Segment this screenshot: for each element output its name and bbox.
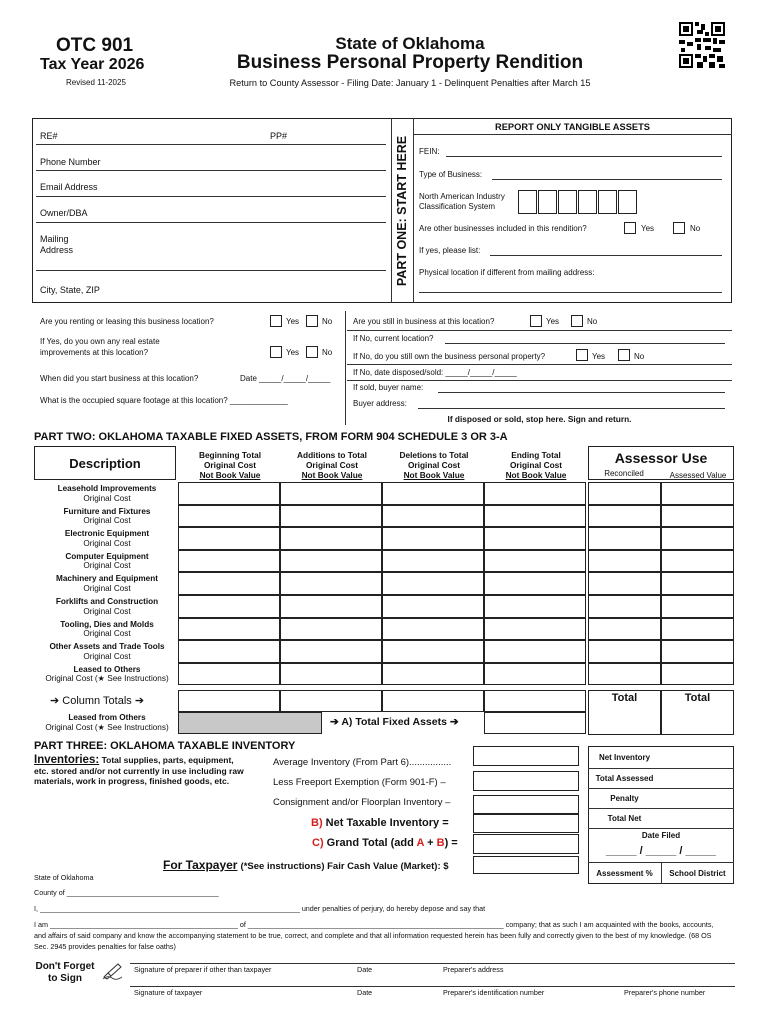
own-yes-label: Yes [286,348,300,357]
col-additions-header [284,450,380,480]
preparer-phone-label: Preparer's phone number [624,988,706,997]
renting-yes-label: Yes [286,317,300,326]
asset-value-cell[interactable] [661,618,734,641]
part-one-label: PART ONE: START HERE [395,135,409,286]
leased-from-label [36,713,178,732]
col-additions-l2: Original Cost [305,460,359,470]
state-heading: State of Oklahoma [335,34,485,53]
col-deletions-l1: Deletions to Total [399,450,469,460]
fair-cash-label: (*See instructions) Fair Cash Value (Market): $ [240,861,449,872]
buyer-name-input[interactable] [438,392,725,393]
asset-row-subtitle: Original Cost (★ See Instructions) [45,674,169,684]
asset-row-subtitle: Original Cost [83,538,131,548]
buyer-address-label: Buyer address: [353,399,407,408]
description-label: Description [69,456,141,471]
asset-row-label [36,620,178,639]
asset-value-cell[interactable] [484,527,586,550]
asset-value-cell[interactable] [178,663,280,686]
total-additions-cell[interactable] [280,690,382,712]
address-label: Address [40,245,74,255]
own-yes-checkbox[interactable] [270,346,282,358]
freeport-label: Less Freeport Exemption (Form 901-F) – [273,777,446,788]
asset-value-cell[interactable] [588,527,661,550]
net-inventory-label: Net Inventory [598,753,651,762]
leased-from-sub: Original Cost (★ See Instructions) [45,722,169,732]
still-own-yes-checkbox[interactable] [576,349,588,361]
asset-value-cell[interactable] [484,640,586,663]
asset-value-cell[interactable] [178,505,280,528]
asset-row-title: Tooling, Dies and Molds [60,619,154,629]
inventories-desc-1: Total supplies, parts, equipment, [101,755,234,765]
still-no-checkbox[interactable] [571,315,583,327]
asset-value-cell[interactable] [661,505,734,528]
affidavit-i-am-line[interactable]: I am _______________________________________________ of ________________________________________________________________ company; that as such I am acquainted with the books, accounts, [34,920,714,929]
revised-date: Revised 11-2025 [66,78,126,87]
buyer-name-label: If sold, buyer name: [353,383,424,392]
own-no-checkbox[interactable] [306,346,318,358]
own-question-1: If Yes, do you own any real estate [40,337,160,346]
current-location-input[interactable] [445,343,725,344]
reconciled-label: Reconciled [604,469,644,478]
asset-value-cell[interactable] [178,550,280,573]
asset-row-label [36,484,178,503]
preparer-id-label: Preparer's identification number [443,988,545,997]
affidavit-affairs: and affairs of said company and know the accompanying statement to be true, correct, and complete and that all information requested herein has been fully and correctly given to the best of my knowledge. (68 OS [34,931,712,940]
own-question-2: improvements at this location? [40,347,149,357]
start-question: When did you start business at this location? [40,374,199,383]
col-deletions-l3: Not Book Value [403,470,465,480]
asset-row-subtitle: Original Cost [83,493,131,503]
asset-value-cell[interactable] [382,640,484,663]
asset-value-cell[interactable] [382,663,484,686]
total-assessed-label: Total [684,692,711,704]
asset-row-subtitle: Original Cost [83,561,131,571]
col-ending-header [488,450,584,480]
asset-value-cell[interactable] [588,663,661,686]
still-own-question: If No, do you still own the business personal property? [353,352,546,361]
asset-row-label [36,665,178,684]
date-disposed-input[interactable]: If No, date disposed/sold: _____/_____/_____ [353,368,517,377]
asset-value-cell[interactable] [280,663,382,686]
grand-a-label: A [416,837,425,849]
description-header [34,446,176,480]
asset-row-label [36,529,178,548]
asset-value-cell[interactable] [484,663,586,686]
col-beginning-l1: Beginning Total [198,450,262,460]
re-label: RE# [40,131,58,141]
other-biz-no-label: No [690,224,701,233]
inventories-desc-3: materials, work in progress, finished goods, etc. [34,776,230,786]
asset-value-cell[interactable] [484,572,586,595]
renting-question: Are you renting or leasing this business location? [40,317,214,326]
asset-row-label [36,642,178,661]
asset-row-title: Forklifts and Construction [55,597,159,606]
asset-row-subtitle: Original Cost [83,516,131,526]
asset-value-cell[interactable] [280,505,382,528]
dont-forget-label: Don't Forget [35,961,95,972]
grand-eq: ) = [444,837,458,849]
physical-input[interactable] [419,292,722,293]
asset-row-title: Computer Equipment [65,551,149,561]
to-sign-label: to Sign [48,973,82,984]
part-two-title: PART TWO: OKLAHOMA TAXABLE FIXED ASSETS, FROM FORM 904 SCHEDULE 3 OR 3-A [34,431,508,443]
preparer-signature-label: Signature of preparer if other than taxpayer [134,965,272,974]
still-own-yes-label: Yes [592,352,606,361]
asset-value-cell[interactable] [661,550,734,573]
asset-value-cell[interactable] [661,572,734,595]
asset-value-cell[interactable] [588,595,661,618]
grand-total-label: Grand Total (add [326,837,414,849]
asset-row-title: Leased to Others [73,664,141,674]
col-beginning-l3: Not Book Value [199,470,261,480]
total-assessed-cell[interactable] [661,690,734,735]
buyer-address-input[interactable] [418,408,725,409]
other-biz-yes-label: Yes [641,224,655,233]
school-district-label: School District [669,869,726,878]
type-input[interactable] [492,179,722,180]
asset-value-cell[interactable] [382,595,484,618]
start-date-input[interactable]: Date _____/_____/_____ [240,374,331,383]
col-ending-l1: Ending Total [511,450,561,460]
assessor-use-header [588,446,734,480]
average-inventory-input[interactable] [473,746,579,766]
asset-value-cell[interactable] [588,572,661,595]
still-question: Are you still in business at this location? [353,317,495,326]
asset-value-cell[interactable] [280,482,382,505]
total-fixed-assets-cell[interactable] [484,712,586,734]
asset-row-subtitle: Original Cost [83,583,131,593]
asset-value-cell[interactable] [382,527,484,550]
preparer-date-label: Date [357,965,373,974]
renting-no-label: No [322,317,333,326]
fein-input[interactable] [446,156,722,157]
asset-value-cell[interactable] [588,640,661,663]
sqft-question[interactable]: What is the occupied square footage at this location? _____________ [40,396,288,405]
type-label: Type of Business: [419,170,483,179]
total-beginning-cell[interactable] [178,690,280,712]
col-ending-l2: Original Cost [509,460,563,470]
pen-signing-icon [102,962,124,980]
taxpayer-date-label: Date [357,988,373,997]
consignment-input[interactable] [473,795,579,815]
affidavit-sec: Sec. 2945 provides penalties for false oaths) [34,942,176,951]
asset-value-cell[interactable] [280,527,382,550]
col-beginning-l2: Original Cost [203,460,257,470]
net-taxable-label: Net Taxable Inventory = [325,817,449,829]
affidavit-name-line[interactable]: I, _________________________________________________________________ under penalties of perjury, do hereby depose and say that [34,904,486,913]
asset-value-cell[interactable] [661,595,734,618]
still-yes-label: Yes [546,317,560,326]
taxpayer-label: For Taxpayer [163,858,238,872]
assessed-value-label: Assessed Value [669,471,727,480]
form-title: Business Personal Property Rendition [236,52,584,73]
phone-label: Phone Number [40,157,101,167]
asset-row-subtitle: Original Cost [83,651,131,661]
leased-from-title: Leased from Others [68,713,146,722]
qr-code-icon [679,22,725,68]
col-deletions-l2: Original Cost [407,460,461,470]
still-own-no-checkbox[interactable] [618,349,630,361]
other-biz-yes-checkbox[interactable] [624,222,636,234]
total-assessed-label: Total Assessed [595,774,654,783]
other-biz-no-checkbox[interactable] [673,222,685,234]
asset-value-cell[interactable] [178,572,280,595]
if-yes-input[interactable] [490,255,722,256]
asset-value-cell[interactable] [484,482,586,505]
asset-value-cell[interactable] [178,482,280,505]
asset-value-cell[interactable] [661,527,734,550]
col-deletions-header [386,450,482,480]
asset-row-label [36,552,178,571]
asset-row-label [36,507,178,526]
asset-value-cell[interactable] [588,618,661,641]
form-id: OTC 901 [56,35,134,56]
asset-value-cell[interactable] [661,640,734,663]
taxpayer-signature-input[interactable] [130,973,345,985]
asset-row-label [36,597,178,616]
asset-row-title: Other Assets and Trade Tools [49,642,165,652]
asset-value-cell[interactable] [280,640,382,663]
fein-label: FEIN: [419,147,440,156]
stop-instruction: If disposed or sold, stop here. Sign and return. [447,414,632,424]
if-yes-label: If yes, please list: [419,246,481,255]
form-subtitle: Return to County Assessor - Filing Date: January 1 - Delinquent Penalties after March 15 [229,78,591,88]
pp-input[interactable] [300,131,385,143]
col-additions-l3: Not Book Value [301,470,363,480]
inventories-desc-2: etc. stored and/or not currently in use including raw [34,765,244,776]
asset-value-cell[interactable] [588,505,661,528]
asset-value-cell[interactable] [178,527,280,550]
physical-label: Physical location if different from mailing address: [419,268,595,277]
current-location-label: If No, current location? [353,334,434,343]
asset-value-cell[interactable] [484,550,586,573]
assessor-use-label: Assessor Use [614,450,708,466]
email-label: Email Address [40,182,98,192]
asset-row-title: Machinery and Equipment [56,574,158,584]
asset-value-cell[interactable] [178,640,280,663]
own-no-label: No [322,348,333,357]
asset-value-cell[interactable] [280,618,382,641]
taxpayer-signature-label: Signature of taxpayer [134,988,203,997]
column-totals-label: ➔ Column Totals ➔ [50,695,145,707]
asset-value-cell[interactable] [484,618,586,641]
date-filed-label: Date Filed [641,831,681,840]
asset-row-title: Leasehold Improvements [57,484,157,493]
naics-label-2: Classification System [419,202,496,211]
consignment-label: Consignment and/or Floorplan Inventory – [273,797,451,808]
total-reconciled-cell[interactable] [588,690,661,735]
asset-row-title: Furniture and Fixtures [63,506,151,516]
affidavit-county[interactable]: County of ______________________________________ [34,888,219,897]
asset-value-cell[interactable] [382,550,484,573]
asset-value-cell[interactable] [661,663,734,686]
preparer-signature-input[interactable] [130,950,345,962]
still-yes-checkbox[interactable] [530,315,542,327]
total-fixed-assets-label: ➔ A) Total Fixed Assets ➔ [330,716,459,728]
asset-row-subtitle: Original Cost [83,629,131,639]
asset-value-cell[interactable] [588,482,661,505]
col-beginning-header [182,450,278,480]
asset-value-cell[interactable] [280,595,382,618]
grand-plus: + [427,837,434,849]
mailing-label: Mailing [40,234,69,244]
leased-from-cell[interactable] [178,712,322,734]
asset-value-cell[interactable] [588,550,661,573]
report-heading: REPORT ONLY TANGIBLE ASSETS [495,122,650,132]
col-additions-l1: Additions to Total [297,450,367,460]
inventories-label: Inventories: [34,754,100,766]
total-deletions-cell[interactable] [382,690,484,712]
fair-cash-value-input[interactable] [473,856,579,874]
pp-label: PP# [270,131,288,141]
total-reconciled-label: Total [611,692,638,704]
asset-value-cell[interactable] [484,505,586,528]
assessment-pct-label: Assessment % [596,869,653,878]
freeport-input[interactable] [473,771,579,791]
naics-label-1: North American Industry [419,192,505,201]
penalty-label: Penalty [610,794,639,803]
net-b-label: B) [311,817,323,829]
asset-value-cell[interactable] [280,550,382,573]
col-ending-l3: Not Book Value [505,470,567,480]
affidavit-state: State of Oklahoma [34,873,94,882]
asset-value-cell[interactable] [382,505,484,528]
asset-row-label [36,574,178,593]
asset-row-title: Electronic Equipment [64,529,150,539]
total-net-label: Total Net [607,814,642,823]
asset-row-subtitle: Original Cost [83,606,131,616]
tax-year: Tax Year 2026 [40,56,145,73]
asset-value-cell[interactable] [484,595,586,618]
city-label: City, State, ZIP [40,285,100,295]
asset-value-cell[interactable] [382,572,484,595]
asset-value-cell[interactable] [661,482,734,505]
renting-no-checkbox[interactable] [306,315,318,327]
grand-total-input[interactable] [473,834,579,854]
still-own-no-label: No [634,352,645,361]
grand-b-label: B [436,837,445,849]
owner-label: Owner/DBA [40,208,88,218]
renting-yes-checkbox[interactable] [270,315,282,327]
asset-value-cell[interactable] [280,572,382,595]
still-no-label: No [587,317,598,326]
total-ending-cell[interactable] [484,690,586,712]
other-biz-label: Are other businesses included in this rendition? [419,224,587,233]
asset-value-cell[interactable] [178,618,280,641]
preparer-address-label: Preparer's address [443,965,504,974]
re-input[interactable] [80,131,260,143]
part-three-title: PART THREE: OKLAHOMA TAXABLE INVENTORY [34,740,296,752]
date-filed-input[interactable]: _____ / _____ / _____ [605,845,717,857]
average-inventory-label: Average Inventory (From Part 6)................ [273,757,452,768]
asset-value-cell[interactable] [178,595,280,618]
asset-value-cell[interactable] [382,482,484,505]
asset-value-cell[interactable] [382,618,484,641]
net-taxable-input[interactable] [473,813,579,833]
